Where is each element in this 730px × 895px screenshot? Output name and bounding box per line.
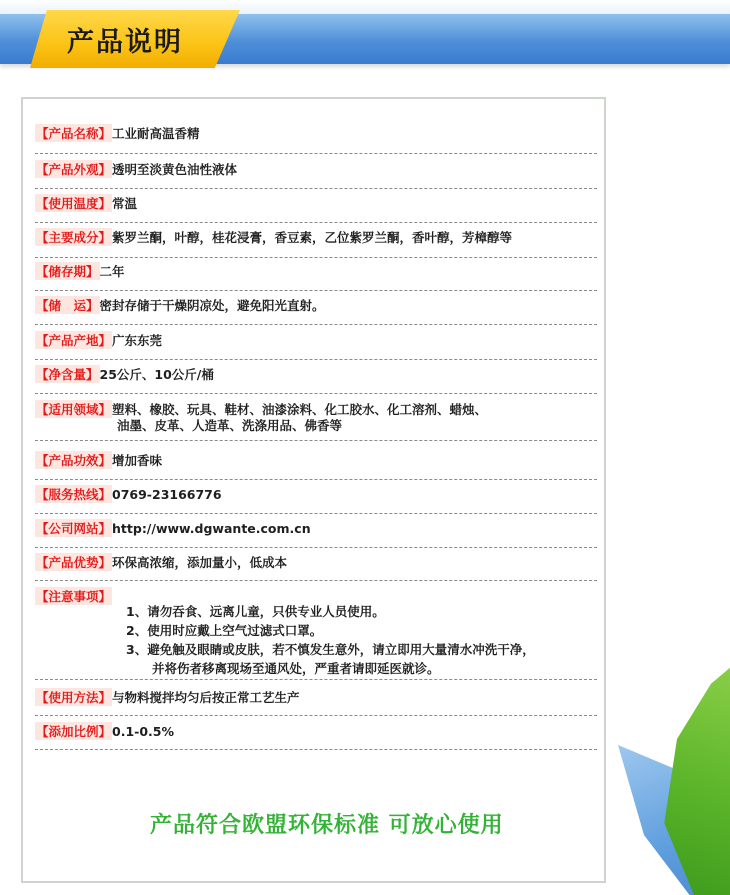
row-label: 【服务热线】 [36,487,112,502]
row-effect [35,451,597,480]
row-label: 【主要成分】 [36,230,112,245]
row-ingredients [35,228,597,258]
row-value: 增加香味 [112,453,163,468]
row-label: 【净含量】 [36,367,99,382]
row-label: 【注意事项】 [36,589,112,604]
row-value: 常温 [112,196,138,211]
row-ratio [35,722,597,750]
row-value: 0769-23166776 [112,487,222,502]
row-label: 【使用温度】 [36,196,112,211]
row-label: 【公司网站】 [36,521,112,536]
slogan: 产品符合欧盟环保标准 可放心使用 [150,813,504,838]
row-value: 紫罗兰酮，叶醇，桂花浸膏，香豆素，乙位紫罗兰酮，香叶醇，芳樟醇等 [112,230,513,245]
row-website [35,519,597,548]
row-label: 【产品产地】 [36,333,112,348]
row-label: 【储 运】 [36,298,99,313]
row-label: 【产品功效】 [36,453,112,468]
row-value: 环保高浓缩，添加量小，低成本 [112,555,288,570]
row-value: 与物料搅拌均匀后按正常工艺生产 [112,690,300,705]
row-value: http://www.dgwante.com.cn [112,521,311,536]
row-value: 二年 [99,264,125,279]
row-value: 密封存储于干燥阴凉处，避免阳光直射。 [99,298,325,313]
row-appearance [35,160,597,189]
row-value: 0.1-0.5% [112,724,175,739]
row-value: 透明至淡黄色油性液体 [112,162,238,177]
row-label: 【产品名称】 [36,126,112,141]
row-label: 【适用领域】 [36,402,112,417]
row-hotline [35,485,597,514]
row-temperature [35,194,597,223]
precaution-item: 3、避免触及眼睛或皮肤，若不慎发生意外，请立即用大量清水冲洗干净， [126,642,535,657]
row-storage [35,296,597,325]
precaution-item: 1、请勿吞食、远离儿童，只供专业人员使用。 [126,604,385,619]
page-title: 产品说明 [67,26,183,58]
row-advantages [35,553,597,581]
precautions-list [126,602,535,678]
precaution-item: 并将伤者移离现场至通风处，严重者请即延医就诊。 [152,661,440,676]
row-value: 25公斤、10公斤/桶 [99,367,214,382]
row-label: 【添加比例】 [36,724,112,739]
row-label: 【产品外观】 [36,162,112,177]
row-value: 塑料、橡胶、玩具、鞋材、油漆涂料、化工胶水、化工溶剂、蜡烛、 [112,402,488,417]
row-value: 广东东莞 [112,333,163,348]
row-label: 【产品优势】 [36,555,112,570]
precaution-item: 2、使用时应戴上空气过滤式口罩。 [126,623,323,638]
row-value: 工业耐高温香精 [112,126,200,141]
row-shelf-life [35,262,597,291]
row-label: 【储存期】 [36,264,99,279]
row-origin [35,331,597,360]
row-usage [35,688,597,716]
row-net-content [35,365,597,394]
row-product-name [35,124,597,154]
row-value-line2: 油墨、皮革、人造革、洗涤用品、佛香等 [117,418,343,433]
row-label: 【使用方法】 [36,690,112,705]
row-applications [35,400,597,441]
